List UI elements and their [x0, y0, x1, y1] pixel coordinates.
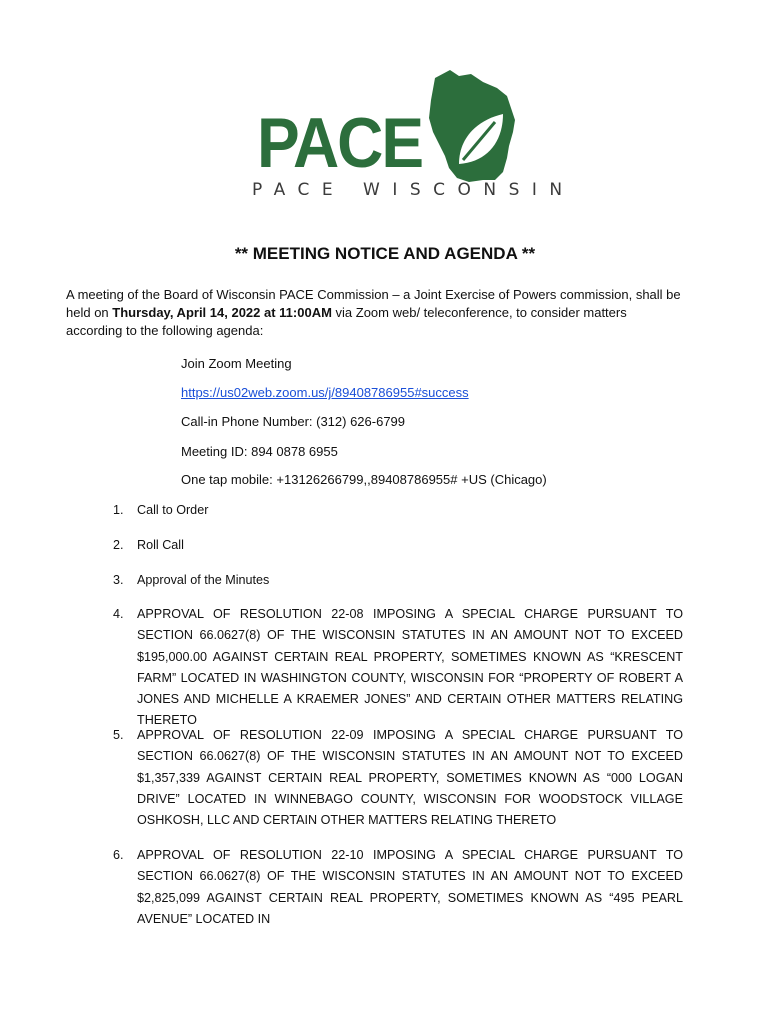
agenda-item-text: APPROVAL OF RESOLUTION 22-10 IMPOSING A SPECIAL CHARGE PURSUANT TO SECTION 66.0627(8) OF THE WISCONSIN STATUTES IN AN AMOUNT NOT TO EXCEED $2,825,099 AGAINST CERTAIN REAL PROPERTY, SOMETIMES KNOWN AS “495 PEARL AVENUE” LOCATED IN [137, 848, 683, 926]
agenda-item-number: 4. [113, 607, 124, 621]
agenda-item-text: Roll Call [137, 538, 184, 552]
agenda-item-number: 6. [113, 848, 124, 862]
agenda-item-text: Approval of the Minutes [137, 573, 270, 587]
agenda-item-text: APPROVAL OF RESOLUTION 22-09 IMPOSING A SPECIAL CHARGE PURSUANT TO SECTION 66.0627(8) OF THE WISCONSIN STATUTES IN AN AMOUNT NOT TO EXCEED $1,357,339 AGAINST CERTAIN REAL PROPERTY, SOMETIMES KNOWN AS “000 LOGAN DRIVE” LOCATED IN WINNEBAGO COUNTY, WISCONSIN FOR WOODSTOCK VILLAGE OSHKOSH, LLC AND CERTAIN OTHER MATTERS RELATING THERETO [137, 728, 683, 828]
agenda-item [113, 535, 683, 556]
zoom-phone: Call-in Phone Number: (312) 626-6799 [181, 414, 406, 429]
agenda-item-number: 3. [113, 573, 124, 587]
agenda-item-number: 1. [113, 503, 124, 517]
agenda-item-number: 5. [113, 728, 124, 742]
agenda-item [113, 725, 683, 831]
zoom-meeting-id: Meeting ID: 894 0878 6955 [181, 444, 338, 459]
agenda-item [113, 570, 683, 591]
zoom-meeting-link[interactable]: https://us02web.zoom.us/j/89408786955#success [181, 385, 469, 400]
meeting-date: Thursday, April 14, 2022 at 11:00AM [112, 305, 332, 320]
zoom-link-row [181, 385, 469, 400]
agenda-item-number: 2. [113, 538, 124, 552]
agenda-item [113, 500, 683, 521]
agenda-item-text: Call to Order [137, 503, 209, 517]
intro-text-pre: A meeting of the Board of Wisconsin PACE Commission – a Joint Exercise of Powers commission, shall be held on [66, 287, 681, 320]
page-title: ** MEETING NOTICE AND AGENDA ** [234, 244, 536, 263]
logo-subtitle: PACE WISCONSIN [252, 180, 575, 200]
intro-text-post: via Zoom web/ teleconference, to consider matters according to the following agenda: [66, 305, 627, 338]
logo-wordmark: PACE [257, 103, 423, 183]
zoom-join-label: Join Zoom Meeting [181, 356, 292, 371]
intro-paragraph [66, 286, 686, 340]
zoom-one-tap: One tap mobile: +13126266799,,89408786955# +US (Chicago) [181, 472, 547, 487]
agenda-item [113, 604, 683, 732]
agenda-item-text: APPROVAL OF RESOLUTION 22-08 IMPOSING A SPECIAL CHARGE PURSUANT TO SECTION 66.0627(8) OF THE WISCONSIN STATUTES IN AN AMOUNT NOT TO EXCEED $195,000.00 AGAINST CERTAIN REAL PROPERTY, SOMETIMES KNOWN AS “KRESCENT FARM” LOCATED IN WASHINGTON COUNTY, WISCONSIN FOR “PROPERTY OF ROBERT A JONES AND MICHELLE A KRAEMER JONES” AND CERTAIN OTHER MATTERS RELATING THERETO [137, 607, 683, 728]
agenda-item [113, 845, 683, 930]
